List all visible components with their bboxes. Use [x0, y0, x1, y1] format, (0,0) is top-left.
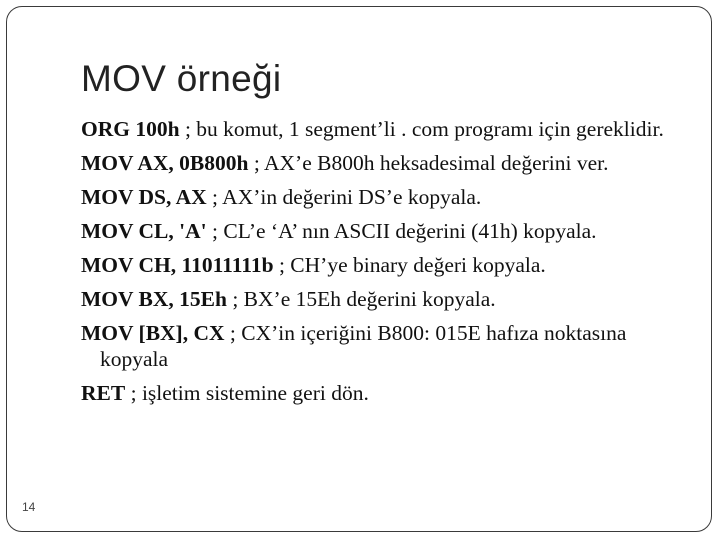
- list-item: [81, 320, 691, 372]
- code-example-list: [81, 116, 691, 414]
- code-text: ORG 100h: [81, 117, 180, 141]
- list-item: [81, 116, 691, 142]
- comment-text: ; CH’ye binary değeri kopyala.: [273, 253, 546, 277]
- comment-text: ; CX’in içeriğini B800: 015E hafıza noktasına kopyala: [100, 321, 627, 371]
- list-item: [81, 252, 691, 278]
- list-item: [81, 380, 691, 406]
- code-text: MOV [BX], CX: [81, 321, 225, 345]
- comment-text: ; CL’e ‘A’ nın ASCII değerini (41h) kopyala.: [206, 219, 597, 243]
- comment-text: ; bu komut, 1 segment’li . com programı için gereklidir.: [179, 117, 664, 141]
- list-item: [81, 218, 691, 244]
- comment-text: ; AX’in değerini DS’e kopyala.: [206, 185, 482, 209]
- comment-text: ; BX’e 15Eh değerini kopyala.: [226, 287, 496, 311]
- code-text: MOV BX, 15Eh: [81, 287, 227, 311]
- comment-text: ; işletim sistemine geri dön.: [125, 381, 369, 405]
- slide-title: MOV örneği: [81, 58, 282, 99]
- list-item: [81, 184, 691, 210]
- code-text: MOV DS, AX: [81, 185, 207, 209]
- code-text: MOV CH, 11011111b: [81, 253, 274, 277]
- list-item: [81, 150, 691, 176]
- list-item: [81, 286, 691, 312]
- code-text: RET: [81, 381, 126, 405]
- comment-text: ; AX’e B800h heksadesimal değerini ver.: [248, 151, 609, 175]
- page-number: 14: [22, 500, 36, 514]
- code-text: MOV AX, 0B800h: [81, 151, 249, 175]
- code-text: MOV CL, 'A': [81, 219, 207, 243]
